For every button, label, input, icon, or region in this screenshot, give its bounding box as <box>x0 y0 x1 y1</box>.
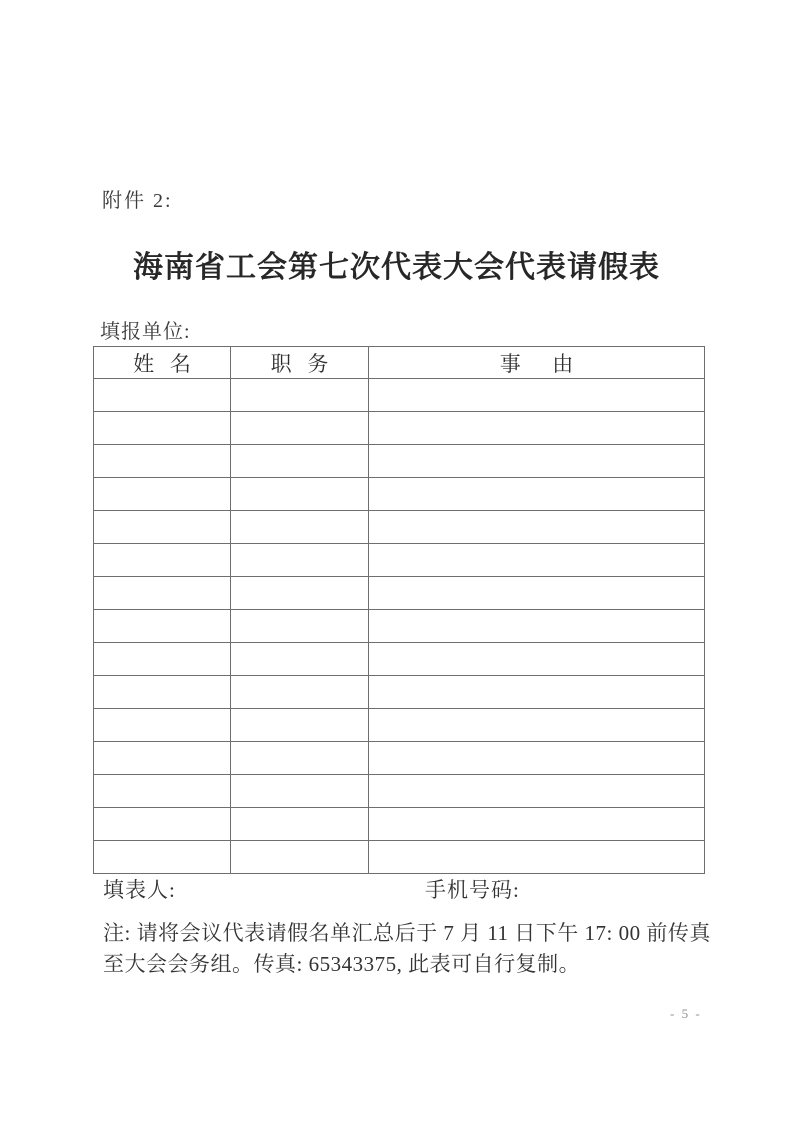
table-cell <box>94 775 231 808</box>
table-row <box>94 511 705 544</box>
table-cell <box>369 841 705 874</box>
table-cell <box>231 808 369 841</box>
table-cell <box>369 775 705 808</box>
table-cell <box>231 775 369 808</box>
table-cell <box>231 379 369 412</box>
table-cell <box>369 808 705 841</box>
table-cell <box>369 742 705 775</box>
note-line-2: 至大会会务组。传真: 65343375, 此表可自行复制。 <box>103 952 581 976</box>
mobile-number-label: 手机号码: <box>425 878 520 902</box>
table-cell <box>94 511 231 544</box>
table-cell <box>94 610 231 643</box>
table-cell <box>94 577 231 610</box>
table-row <box>94 478 705 511</box>
table-cell <box>94 445 231 478</box>
table-cell <box>369 643 705 676</box>
table-cell <box>94 808 231 841</box>
page-number: - 5 - <box>670 1006 702 1021</box>
table-cell <box>231 643 369 676</box>
table-row <box>94 841 705 874</box>
table-row <box>94 445 705 478</box>
table-cell <box>94 676 231 709</box>
table-header-row <box>94 347 705 379</box>
header-position: 职 务 <box>231 347 369 379</box>
table-row <box>94 643 705 676</box>
table-cell <box>369 445 705 478</box>
table-cell <box>231 412 369 445</box>
table-cell <box>94 379 231 412</box>
note-line-1: 注: 请将会议代表请假名单汇总后于 7 月 11 日下午 17: 00 前传真 <box>103 921 711 945</box>
table-cell <box>94 742 231 775</box>
table-cell <box>369 544 705 577</box>
table-cell <box>231 742 369 775</box>
table-row <box>94 676 705 709</box>
table-row <box>94 577 705 610</box>
table-cell <box>369 676 705 709</box>
table-row <box>94 742 705 775</box>
table-cell <box>369 577 705 610</box>
table-cell <box>231 544 369 577</box>
table-cell <box>94 544 231 577</box>
header-reason: 事 由 <box>369 347 705 379</box>
note-paragraph <box>103 918 715 980</box>
table-cell <box>231 676 369 709</box>
table-cell <box>231 577 369 610</box>
table-cell <box>369 412 705 445</box>
table-cell <box>369 379 705 412</box>
form-filler-label: 填表人: <box>103 878 176 902</box>
reporting-unit-label: 填报单位: <box>100 321 191 343</box>
table-cell <box>369 709 705 742</box>
attachment-label: 附件 2: <box>102 190 173 212</box>
table-cell <box>369 478 705 511</box>
table-cell <box>231 478 369 511</box>
table-row <box>94 544 705 577</box>
table-cell <box>231 445 369 478</box>
header-name: 姓 名 <box>94 347 231 379</box>
table-cell <box>231 841 369 874</box>
table-cell <box>94 643 231 676</box>
table-cell <box>94 412 231 445</box>
table-row <box>94 412 705 445</box>
table-cell <box>369 511 705 544</box>
page-title: 海南省工会第七次代表大会代表请假表 <box>133 251 660 284</box>
table-row <box>94 709 705 742</box>
table-cell <box>231 709 369 742</box>
table-row <box>94 379 705 412</box>
table-cell <box>231 610 369 643</box>
footer-line <box>0 874 793 904</box>
table-cell <box>231 511 369 544</box>
table-cell <box>94 709 231 742</box>
table-cell <box>369 610 705 643</box>
table-row <box>94 610 705 643</box>
table-row <box>94 775 705 808</box>
table-cell <box>94 841 231 874</box>
table-cell <box>94 478 231 511</box>
table-row <box>94 808 705 841</box>
leave-request-table <box>93 346 705 874</box>
